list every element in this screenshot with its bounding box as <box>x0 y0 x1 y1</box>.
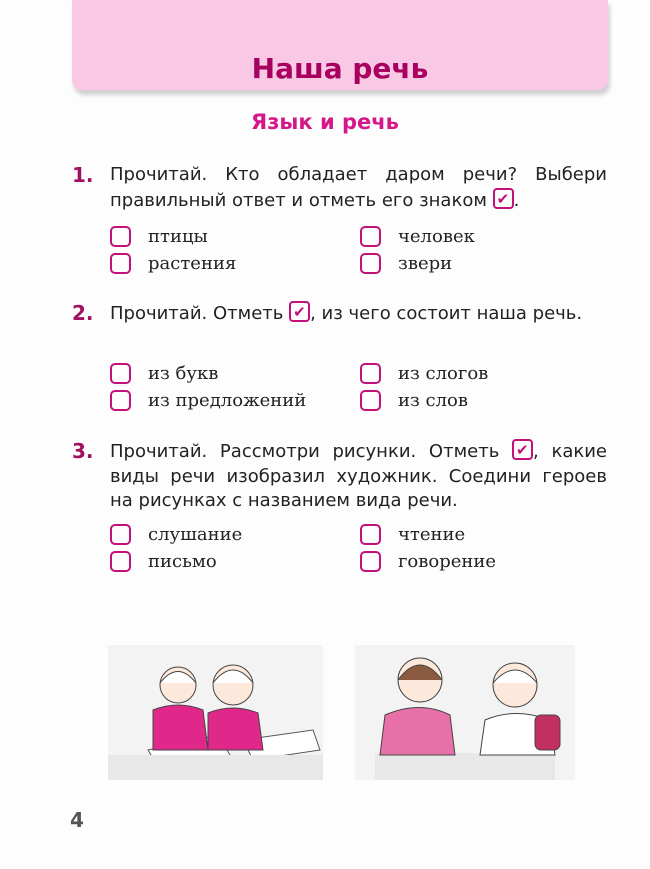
answer-option[interactable] <box>360 551 496 572</box>
checkmark-icon <box>289 301 310 322</box>
option-label: человек <box>398 226 475 247</box>
illustration-writing-children <box>108 645 323 780</box>
checkbox[interactable] <box>360 226 381 247</box>
page-number: 4 <box>70 808 84 832</box>
answer-option[interactable] <box>360 253 452 274</box>
checkbox[interactable] <box>360 390 381 411</box>
checkbox[interactable] <box>110 551 131 572</box>
option-label: письмо <box>148 551 217 572</box>
checkbox[interactable] <box>360 253 381 274</box>
option-label: птицы <box>148 226 208 247</box>
option-label: растения <box>148 253 237 274</box>
checkbox[interactable] <box>110 253 131 274</box>
question-number: 3. <box>72 439 94 463</box>
page-title: Наша речь <box>251 52 429 85</box>
answer-option[interactable] <box>110 363 218 384</box>
checkbox[interactable] <box>360 363 381 384</box>
section-subtitle: Язык и речь <box>251 110 399 134</box>
question-text-part: , из чего состоит наша речь. <box>310 303 583 324</box>
answer-option[interactable] <box>110 253 236 274</box>
header-banner <box>72 0 608 90</box>
question-text <box>110 301 607 327</box>
question-text-part: , какие виды речи изобразил художник. Соедини героев на рисунках с названием вида речи. <box>110 441 607 511</box>
checkmark-icon <box>512 439 533 460</box>
checkmark-icon <box>493 188 514 209</box>
answer-option[interactable] <box>110 551 217 572</box>
answer-option[interactable] <box>110 524 242 545</box>
checkbox[interactable] <box>110 390 131 411</box>
checkbox[interactable] <box>360 524 381 545</box>
answer-option[interactable] <box>360 524 465 545</box>
question-number: 1. <box>72 163 94 187</box>
question-text-part: Прочитай. Рассмотри рисунки. Отметь <box>110 441 513 462</box>
question-text <box>110 163 607 213</box>
answer-option[interactable] <box>110 390 306 411</box>
checkbox[interactable] <box>110 363 131 384</box>
option-label: звери <box>398 253 453 274</box>
answer-option[interactable] <box>360 226 475 247</box>
question-text-part: . <box>513 189 520 211</box>
checkbox[interactable] <box>110 524 131 545</box>
answer-option[interactable] <box>110 226 208 247</box>
checkbox[interactable] <box>360 551 381 572</box>
answer-option[interactable] <box>360 390 468 411</box>
question-number: 2. <box>72 301 94 325</box>
checkbox[interactable] <box>110 226 131 247</box>
option-label: чтение <box>398 524 466 545</box>
question-text-part: Прочитай. Кто обладает даром речи? Выбери правильный ответ и отметь его знаком <box>110 164 607 211</box>
question-text <box>110 439 607 514</box>
option-label: из слов <box>398 390 469 411</box>
answer-option[interactable] <box>360 363 488 384</box>
option-label: говорение <box>398 551 497 572</box>
question-text-part: Прочитай. Отметь <box>110 303 290 324</box>
option-label: из предложений <box>148 390 307 411</box>
illustration-talking-children <box>355 645 575 780</box>
option-label: из букв <box>148 363 219 384</box>
option-label: из слогов <box>398 363 489 384</box>
option-label: слушание <box>148 524 243 545</box>
